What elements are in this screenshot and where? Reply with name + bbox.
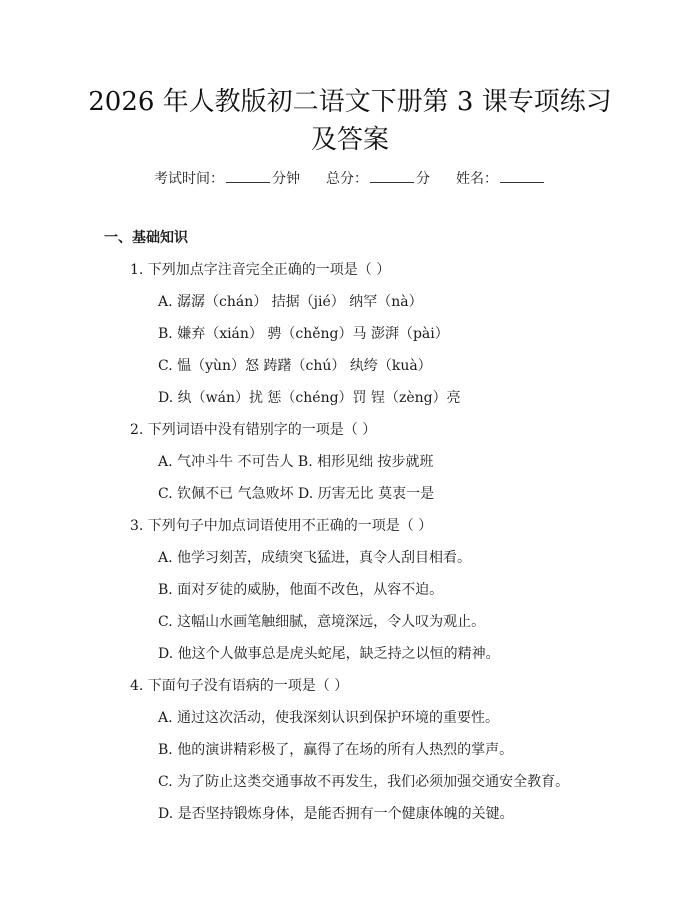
question-option: B. 他的演讲精彩极了，赢得了在场的所有人热烈的掌声。 (158, 742, 514, 758)
document-title-line2: 及答案 (310, 125, 389, 155)
question-stem: 3. 下列句子中加点词语使用不正确的一项是（ ） (130, 518, 433, 534)
question-option: C. 这幅山水画笔触细腻，意境深远，令人叹为观止。 (158, 614, 486, 630)
exam-name-label: 姓名： (456, 171, 498, 187)
question-option: C. 钦佩不已 气急败坏 D. 历害无比 莫衷一是 (158, 486, 435, 502)
question-option: D. 纨（wán）扰 惩（chéng）罚 锃（zèng）亮 (158, 390, 461, 406)
exam-score-label: 总分： (326, 171, 368, 187)
question-option: B. 嫌弃（xián） 骋（chěng）马 澎湃（pài） (158, 326, 449, 342)
exam-time-unit: 分钟 (272, 171, 300, 187)
exam-time-label: 考试时间： (154, 171, 224, 187)
question-option: D. 是否坚持锻炼身体，是能否拥有一个健康体魄的关键。 (158, 806, 514, 822)
question-option: C. 愠（yùn）怒 踌躇（chú） 纨绔（kuà） (158, 358, 432, 374)
exam-info (0, 168, 700, 189)
question-option: C. 为了防止这类交通事故不再发生，我们必须加强交通安全教育。 (158, 774, 570, 790)
question-stem: 2. 下列词语中没有错别字的一项是（ ） (130, 422, 377, 438)
question-option: A. 通过这次活动，使我深刻认识到保护环境的重要性。 (158, 710, 500, 726)
exam-time-blank (226, 168, 270, 183)
exam-name-blank (500, 168, 544, 183)
question-option: D. 他这个人做事总是虎头蛇尾，缺乏持之以恒的精神。 (158, 646, 500, 662)
question-option: A. 他学习刻苦，成绩突飞猛进，真令人刮目相看。 (158, 550, 472, 566)
exam-score-unit: 分 (416, 171, 430, 187)
question-option: A. 潺潺（chán） 拮据（jié） 纳罕（nà） (158, 294, 423, 310)
question-option: A. 气冲斗牛 不可告人 B. 相形见绌 按步就班 (158, 454, 434, 470)
question-stem: 4. 下面句子没有语病的一项是（ ） (130, 678, 349, 694)
exam-score-blank (370, 168, 414, 183)
question-stem: 1. 下列加点字注音完全正确的一项是（ ） (130, 262, 391, 278)
document-title-line1: 2026 年人教版初二语文下册第 3 课专项练习 (88, 87, 612, 117)
section-heading: 一、基础知识 (104, 230, 188, 246)
question-option: B. 面对歹徒的威胁，他面不改色，从容不迫。 (158, 582, 444, 598)
